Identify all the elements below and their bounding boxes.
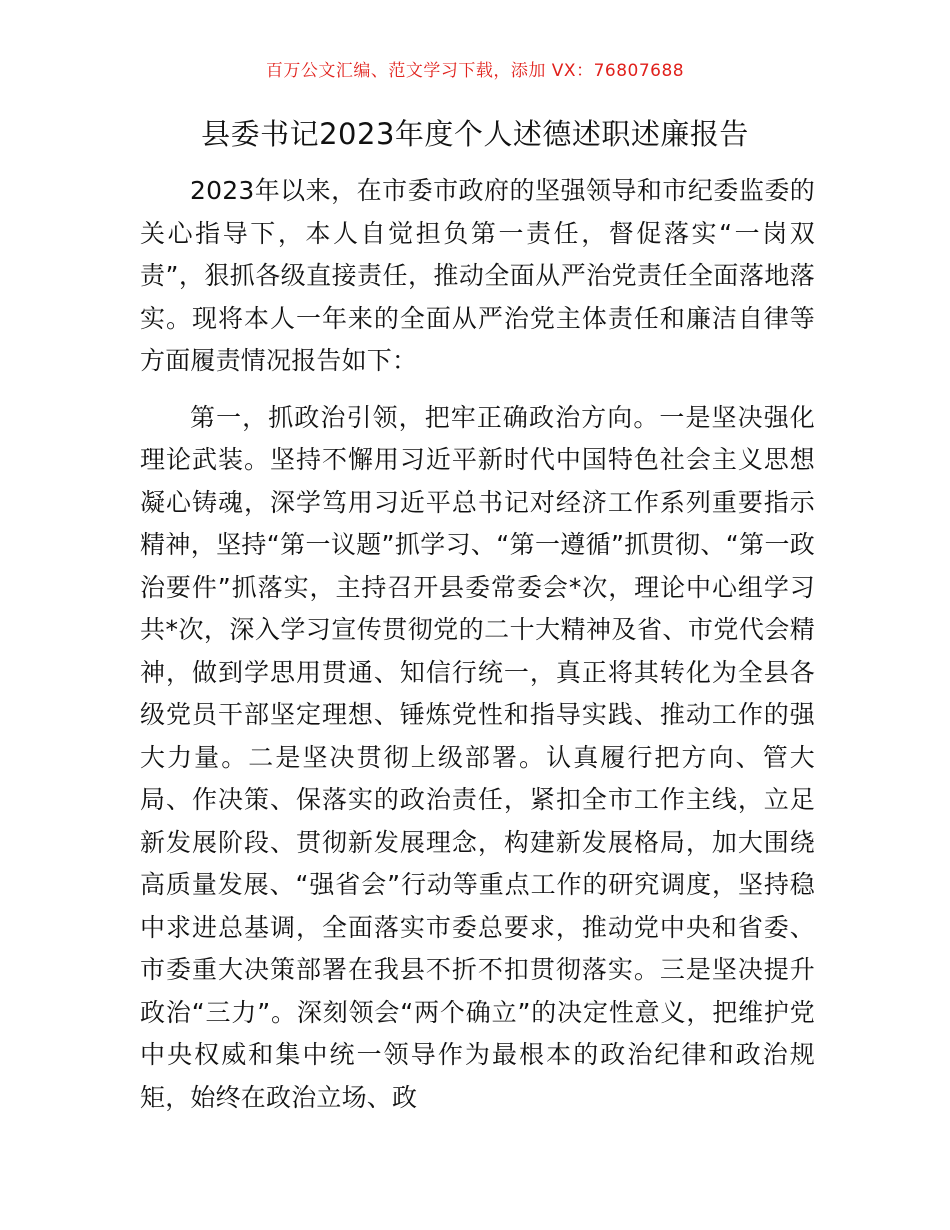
paragraph-intro: 2023年以来，在市委市政府的坚强领导和市纪委监委的关心指导下，本人自觉担负第一责任，督促落实“一岗双责”，狠抓各级直接责任，推动全面从严治党责任全面落地落实。现将本人一年来的全面从严治党主体责任和廉洁自律等方面履责情况报告如下： bbox=[140, 176, 815, 375]
document-body bbox=[140, 170, 815, 1133]
paragraph-political-guidance: 第一，抓政治引领，把牢正确政治方向。一是坚决强化理论武装。坚持不懈用习近平新时代中国特色社会主义思想凝心铸魂，深学笃用习近平总书记对经济工作系列重要指示精神，坚持“第一议题”抓学习、“第一遵循”抓贯彻、“第一政治要件”抓落实，主持召开县委常委会*次，理论中心组学习共*次，深入学习宣传贯彻党的二十大精神及省、市党代会精神，做到学思用贯通、知信行统一，真正将其转化为全县各级党员干部坚定理想、锤炼党性和指导实践、推动工作的强大力量。二是坚决贯彻上级部署。认真履行把方向、管大局、作决策、保落实的政治责任，紧扣全市工作主线，立足新发展阶段、贯彻新发展理念，构建新发展格局，加大围绕高质量发展、“强省会”行动等重点工作的研究调度，坚持稳中求进总基调，全面落实市委总要求，推动党中央和省委、市委重大决策部署在我县不折不扣贯彻落实。三是坚决提升政治“三力”。深刻领会“两个确立”的决定性意义，把维护党中央权威和集中统一领导作为最根本的政治纪律和政治规矩，始终在政治立场、政 bbox=[140, 402, 815, 1112]
header-banner: 百万公文汇编、范文学习下载，添加 VX：76807688 bbox=[265, 61, 685, 81]
document-title: 县委书记2023年度个人述德述职述廉报告 bbox=[201, 117, 749, 151]
